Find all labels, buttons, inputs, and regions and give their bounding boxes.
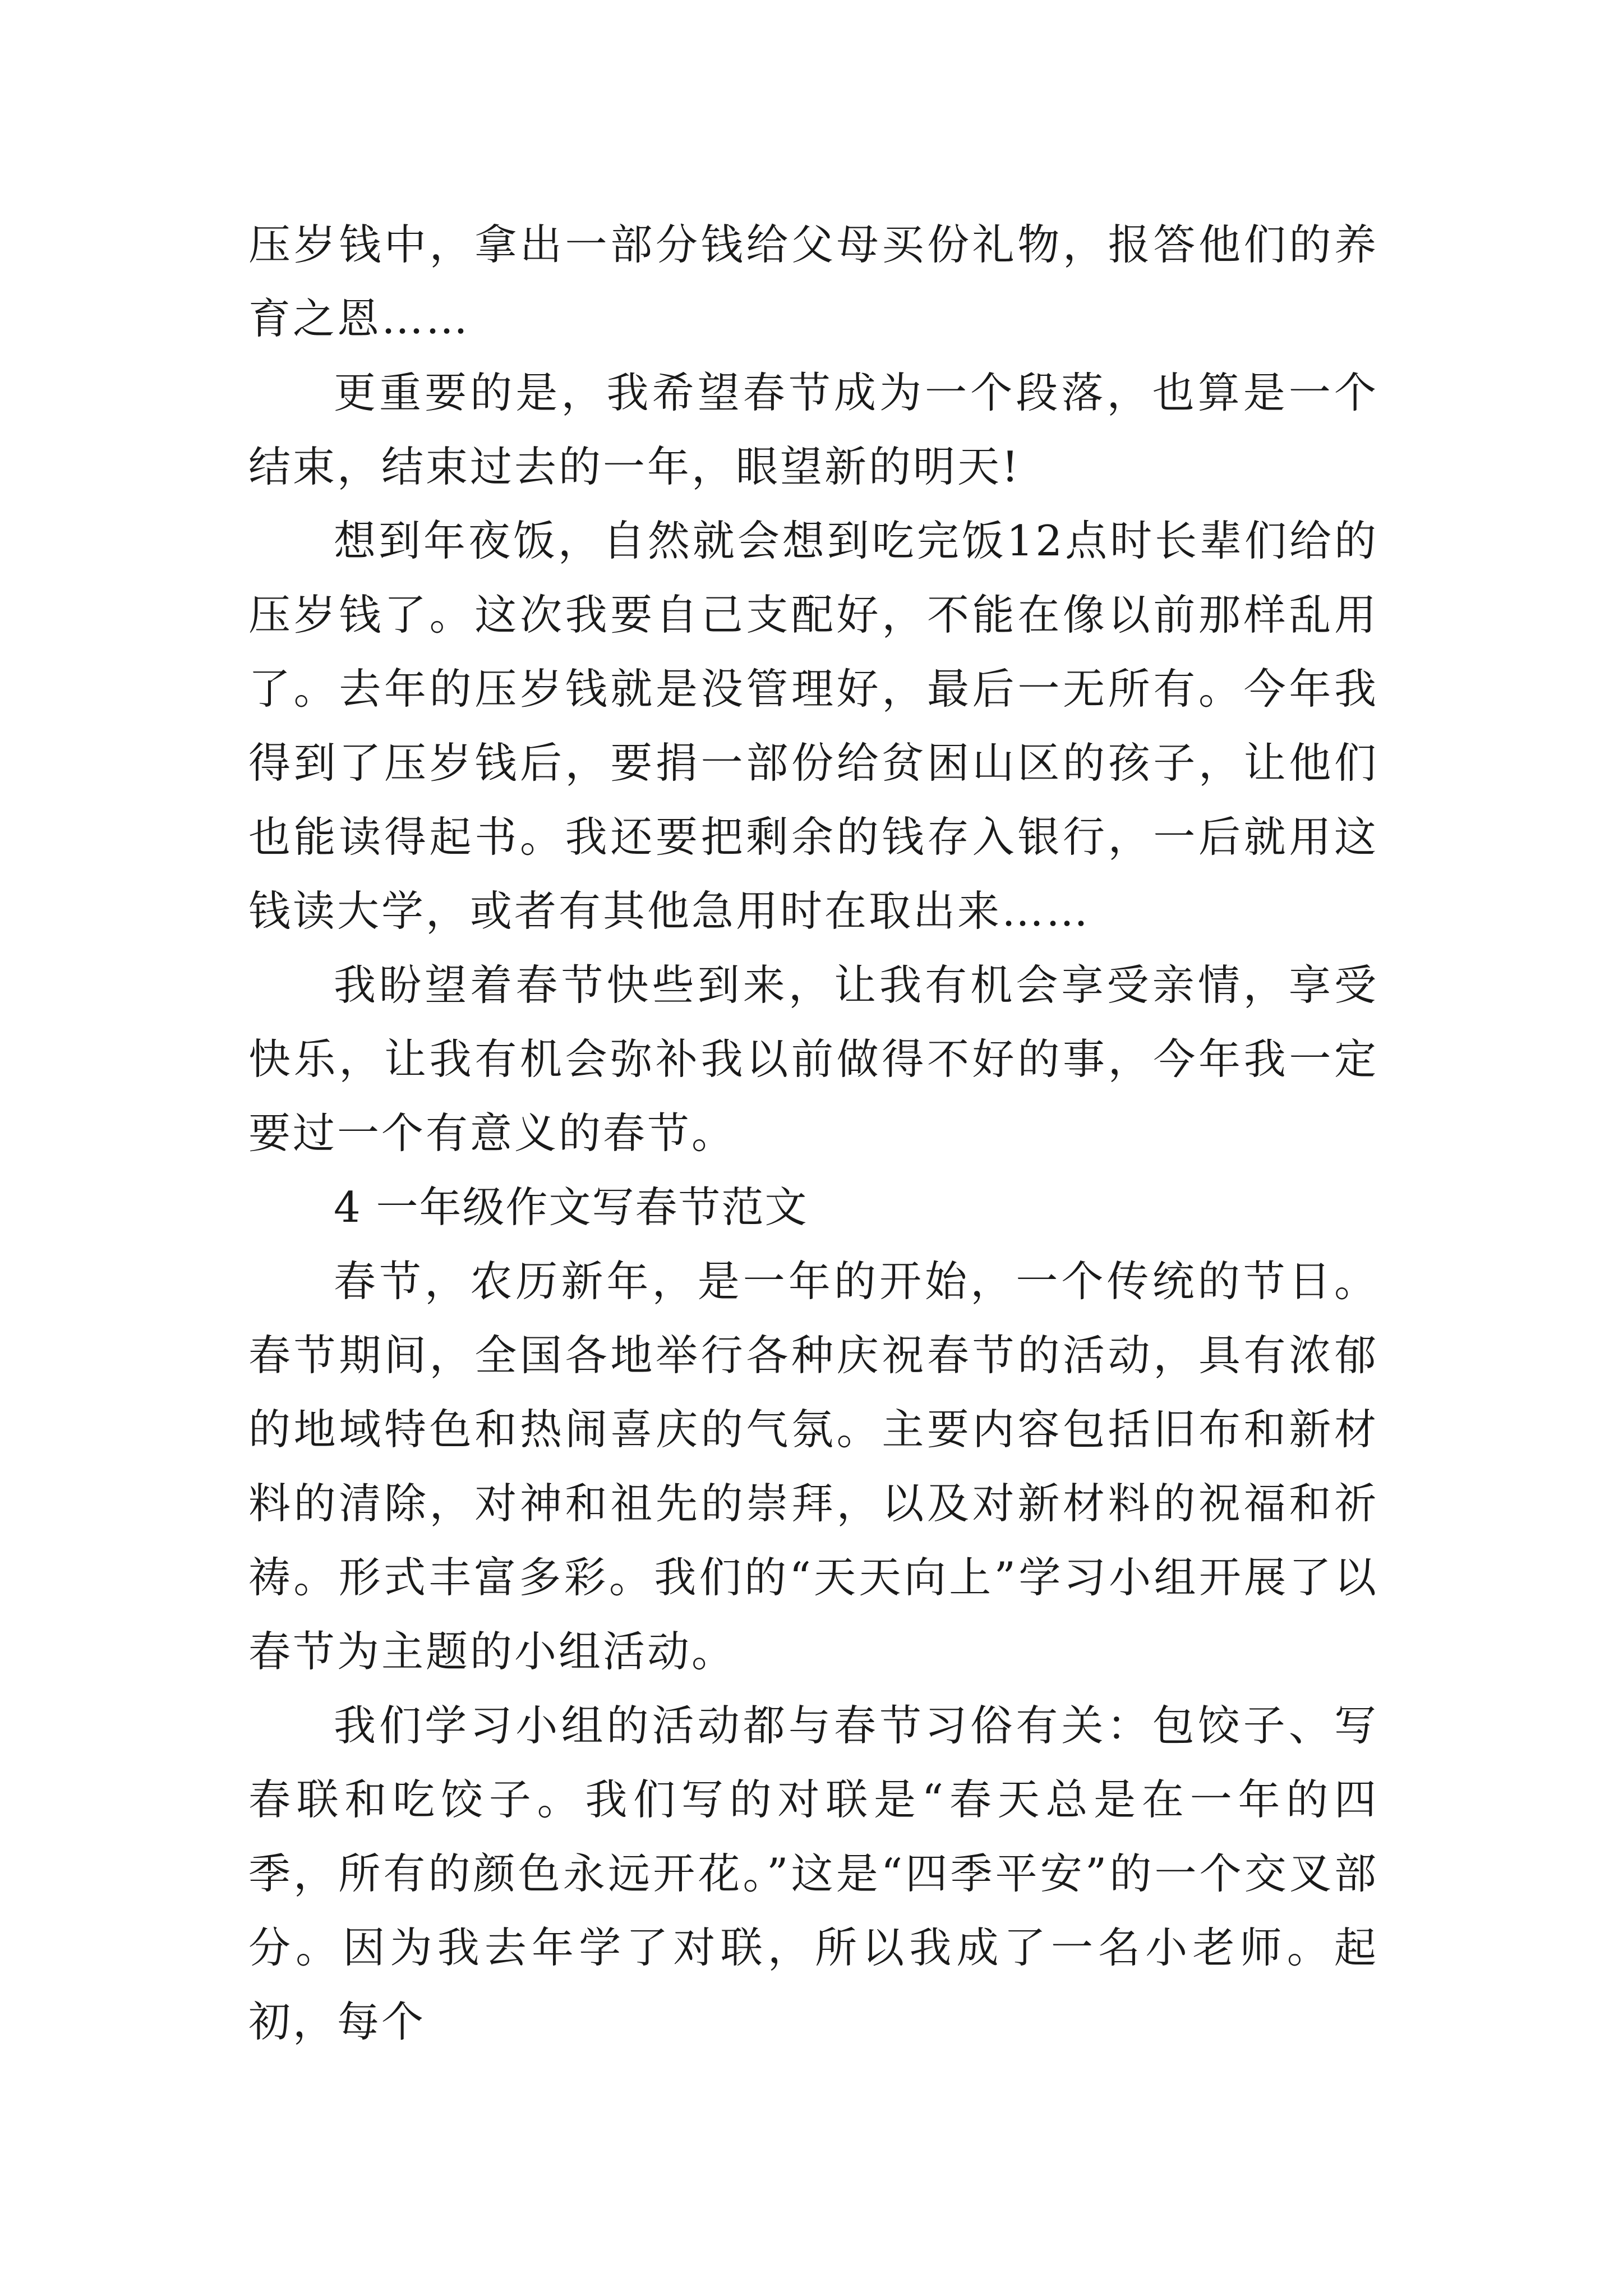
paragraph: 更重要的是，我希望春节成为一个段落，也算是一个结束，结束过去的一年，眼望新的明天!	[248, 368, 1378, 491]
paragraph: 我盼望着春节快些到来，让我有机会享受亲情，享受快乐，让我有机会弥补我以前做得不好的事，今年我一定要过一个有意义的春节。	[248, 960, 1378, 1158]
document-body	[248, 208, 1378, 2059]
paragraph: 春节，农历新年，是一年的开始，一个传统的节日。春节期间，全国各地举行各种庆祝春节的活动，具有浓郁的地域特色和热闹喜庆的气氛。主要内容包括旧布和新材料的清除，对神和祖先的崇拜，以及对新材料的祝福和祈祷。形式丰富多彩。我们的“天天向上”学习小组开展了以春节为主题的小组活动。	[248, 1257, 1378, 1676]
section-heading: 4 一年级作文写春节范文	[334, 1182, 808, 1232]
paragraph: 压岁钱中，拿出一部分钱给父母买份礼物，报答他们的养育之恩……	[248, 220, 1378, 343]
paragraph: 想到年夜饭，自然就会想到吃完饭12点时长辈们给的压岁钱了。这次我要自己支配好，不能在像以前那样乱用了。去年的压岁钱就是没管理好，最后一无所有。今年我得到了压岁钱后，要捐一部份给贫困山区的孩子，让他们也能读得起书。我还要把剩余的钱存入银行，一后就用这钱读大学，或者有其他急用时在取出来……	[248, 516, 1378, 936]
paragraph: 我们学习小组的活动都与春节习俗有关：包饺子、写春联和吃饺子。我们写的对联是“春天总是在一年的四季，所有的颜色永远开花。”这是“四季平安”的一个交叉部分。因为我去年学了对联，所以我成了一名小老师。起初，每个	[248, 1701, 1378, 2046]
